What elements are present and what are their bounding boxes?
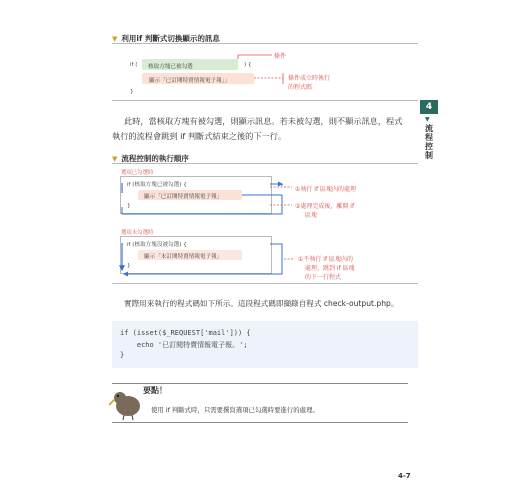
note3-line2: 處理，跳到 if 區塊 [305,265,355,272]
paragraph2: 實際用來執行的程式碼如下所示。這段程式碼即擷錄自程式 check-output.php。 [124,299,399,308]
checked-label: 選項已勾選時 [121,170,154,176]
note3-line3: 的下一行程式 [305,274,342,281]
code-condition: 核取方塊已被勾選 [148,64,193,70]
tip-bottom-rule [112,422,408,423]
annotation-body-line2: 的程式碼 [288,84,313,91]
unchecked-body: 顯示「未訂閱特賣情報電子報」 [144,254,223,260]
triangle-bullet-icon: ▼ [112,35,118,43]
code-line2: echo '已訂閱特賣情報電子報。'; [120,341,248,349]
checked-end: } [127,203,131,209]
section2-title: 流程控制的執行順序 [121,154,189,163]
code-line1: if (isset($_REQUEST['mail'])) { [120,329,251,337]
triangle-bullet-icon: ▼ [112,155,118,163]
code-end: } [130,89,134,95]
unchecked-label: 選項未勾選時 [121,230,154,236]
chapter-tab-label: 流程控制 [425,124,433,160]
unchecked-end: } [127,263,131,269]
checked-if: if (核取方塊已被勾選) { [127,182,187,188]
code-if-close: ) { [244,62,252,68]
section2-bottom-rule [112,283,418,284]
page-number: 4-7 [398,472,411,480]
annotation-condition: 條件 [274,53,287,60]
note1: ①執行 if 區塊內的處理 [295,186,356,193]
paragraph1-line2: 執行的流程會跳到 if 判斷式結束之後的下一行。 [112,131,287,141]
paragraph1-line1: 此時，當核取方塊有被勾選，則顯示訊息。若未被勾選，則不顯示訊息，程式 [124,116,403,126]
annotation-body-line1: 條件成立時執行 [288,75,331,82]
code-if-open: if ( [130,62,138,68]
code-line3: } [120,351,125,359]
tip-top-rule [112,383,408,384]
tip-title: 要點！ [143,386,167,395]
code-body: 顯示「已訂閱特賣情報電子報」」 [149,78,231,84]
note3-line1: ①不執行 if 區塊內的 [298,256,353,263]
kiwi-bird-icon [108,382,148,422]
tip-text: 使用 if 判斷式時，只需要撰寫選項已勾選時要進行的處理。 [151,406,319,414]
note2-line1: ②處理完成後，離開 if [295,203,355,210]
checked-body: 顯示「已訂閱特賣情報電子報」 [144,194,223,200]
section1-title: 利用if 判斷式切換顯示的訊息 [121,34,220,43]
chapter-tab-number: 4 [420,100,438,114]
unchecked-if: if (核取方塊沒被勾選) { [127,242,187,248]
note2-line2: 區塊 [305,212,318,219]
chapter-tab-arrow: ▼ [425,116,430,123]
